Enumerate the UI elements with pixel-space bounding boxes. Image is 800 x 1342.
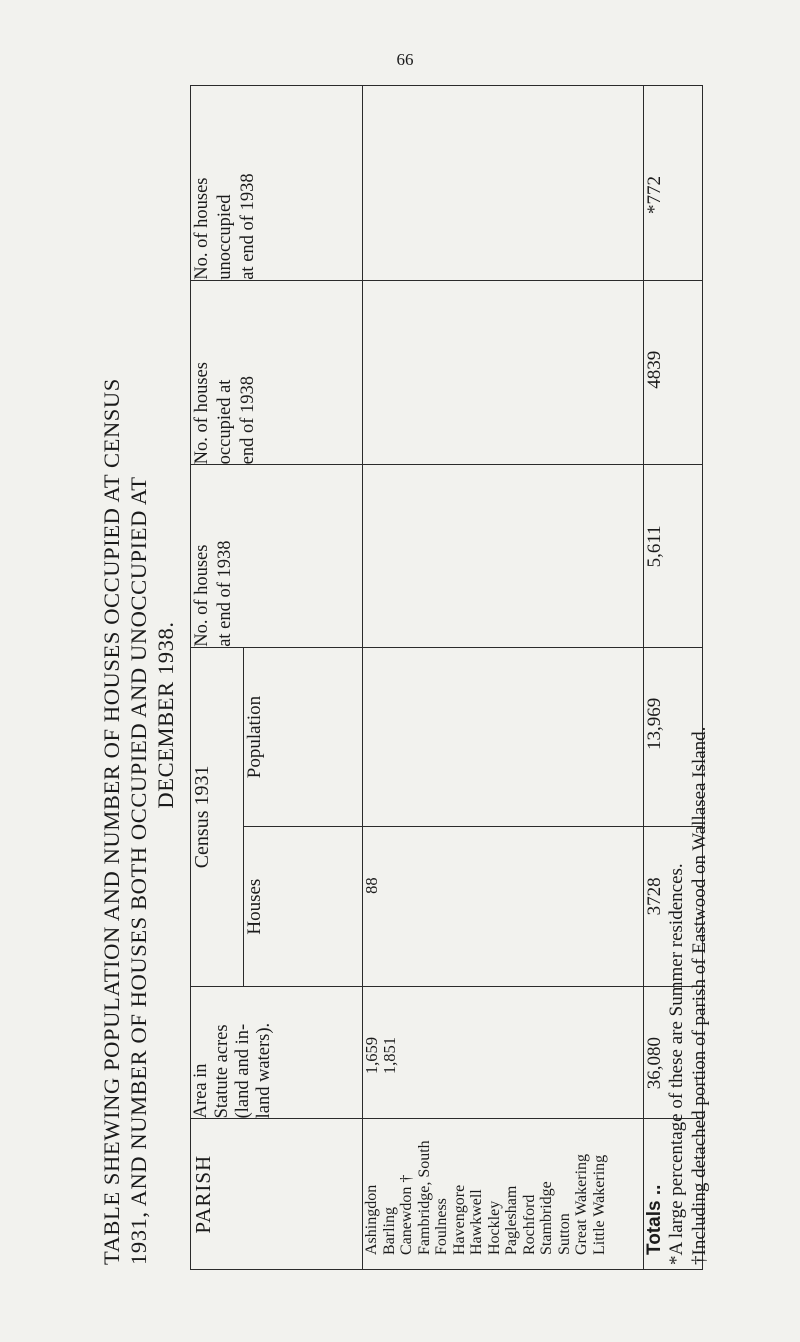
unoccupied-cell xyxy=(556,86,574,280)
occupied-cell xyxy=(486,281,504,465)
at-end-cell xyxy=(433,465,451,646)
population-cell xyxy=(451,648,469,827)
population-cell xyxy=(503,648,521,827)
area-cell xyxy=(556,987,574,1118)
totals-occupied: 4839 xyxy=(644,280,703,465)
header-area-line-4: land waters). xyxy=(254,1022,274,1119)
parish-cell: Barling xyxy=(380,1207,398,1255)
at-end-cell xyxy=(573,465,591,646)
header-occ-line-3: end of 1938 xyxy=(238,375,258,465)
at-end-cell xyxy=(486,465,504,646)
population-cell xyxy=(573,648,591,827)
parish-cell: Fambridge, South xyxy=(415,1140,433,1255)
header-at-line-2: at end of 1938 xyxy=(215,540,235,647)
population-cell xyxy=(521,648,539,827)
unoccupied-cell xyxy=(398,86,416,280)
occupied-cell xyxy=(398,281,416,465)
houses-cell xyxy=(573,827,591,986)
at-end-cell xyxy=(503,465,521,646)
rotated-table-page xyxy=(90,85,710,1295)
header-houses-at-end xyxy=(191,465,363,647)
area-cell xyxy=(451,987,469,1118)
header-occ-line-2: occupied at xyxy=(215,379,235,465)
occupied-cell xyxy=(363,281,381,465)
at-end-column xyxy=(363,465,644,647)
area-column xyxy=(363,986,644,1118)
parish-cell: Great Wakering xyxy=(573,1153,590,1255)
houses-cell xyxy=(451,827,469,986)
unoccupied-cell xyxy=(433,86,451,280)
population-cell xyxy=(398,648,416,827)
unoccupied-cell xyxy=(381,86,399,280)
at-end-cell xyxy=(416,465,434,646)
houses-cell xyxy=(398,827,416,986)
header-unocc-line-3: at end of 1938 xyxy=(238,173,258,280)
totals-unoccupied: *772 xyxy=(644,86,703,281)
parish-cell: Canewdon † xyxy=(398,1174,415,1255)
at-end-cell xyxy=(538,465,556,646)
unoccupied-cell xyxy=(486,86,504,280)
header-area-line-2: Statute acres xyxy=(212,1024,232,1119)
at-end-cell xyxy=(591,465,609,646)
area-cell xyxy=(468,987,486,1118)
houses-cell xyxy=(416,827,434,986)
unoccupied-column xyxy=(363,86,644,281)
parish-cell: Hockley xyxy=(485,1200,503,1255)
population-cell xyxy=(486,648,504,827)
parish-cell: Hawkwell xyxy=(468,1189,485,1255)
parish-cell: Rochford xyxy=(520,1194,538,1255)
at-end-cell xyxy=(468,465,486,646)
population-cell xyxy=(468,648,486,827)
occupied-column xyxy=(363,280,644,465)
header-unocc-line-2: unoccupied xyxy=(215,194,235,280)
occupied-cell xyxy=(556,281,574,465)
parish-cell: Sutton xyxy=(555,1213,573,1255)
body-row xyxy=(363,86,644,1270)
population-cell xyxy=(416,648,434,827)
population-column xyxy=(363,647,644,827)
totals-label: Totals .. xyxy=(644,1119,703,1270)
houses-cell xyxy=(486,827,504,986)
houses-cell xyxy=(521,827,539,986)
header-area-line-1: Area in xyxy=(191,1063,211,1119)
houses-cell: 88 xyxy=(362,877,381,894)
occupied-cell xyxy=(538,281,556,465)
occupied-cell xyxy=(468,281,486,465)
population-cell xyxy=(363,648,381,827)
table-title xyxy=(98,85,179,1265)
houses-cell xyxy=(556,827,574,986)
population-cell xyxy=(433,648,451,827)
area-cell xyxy=(433,987,451,1118)
header-population: Population xyxy=(244,647,363,827)
header-area-line-3: (land and in- xyxy=(233,1023,253,1119)
population-cell xyxy=(538,648,556,827)
unoccupied-cell xyxy=(451,86,469,280)
totals-population: 13,969 xyxy=(644,647,703,827)
unoccupied-cell xyxy=(416,86,434,280)
parish-cell: Ashingdon xyxy=(363,1184,380,1255)
unoccupied-cell xyxy=(538,86,556,280)
unoccupied-cell xyxy=(503,86,521,280)
area-cell xyxy=(503,987,521,1118)
occupied-cell xyxy=(521,281,539,465)
header-parish: PARISH xyxy=(191,1119,363,1270)
header-census-1931: Census 1931 xyxy=(191,647,244,986)
footnote-dagger: †Including detached portion of parish of Eastwood on Wallasea Island. xyxy=(689,726,710,1265)
occupied-cell xyxy=(591,281,609,465)
area-cell xyxy=(573,987,591,1118)
totals-houses: 3728 xyxy=(644,827,703,987)
header-area xyxy=(191,986,363,1118)
houses-cell xyxy=(591,827,609,986)
occupied-cell xyxy=(451,281,469,465)
houses-column xyxy=(363,827,644,987)
header-unocc-line-1: No. of houses xyxy=(192,177,212,280)
area-cell xyxy=(591,987,609,1118)
area-cell xyxy=(486,987,504,1118)
houses-cell xyxy=(381,827,399,986)
header-houses-occupied xyxy=(191,280,363,465)
title-line-3: DECEMBER 1938. xyxy=(153,621,178,809)
unoccupied-cell xyxy=(468,86,486,280)
footnotes xyxy=(665,115,711,1265)
occupied-cell xyxy=(503,281,521,465)
houses-cell xyxy=(503,827,521,986)
page-number: 66 xyxy=(396,50,414,69)
population-cell xyxy=(591,648,609,827)
houses-cell xyxy=(538,827,556,986)
unoccupied-cell xyxy=(573,86,591,280)
at-end-cell xyxy=(363,465,381,646)
houses-cell xyxy=(468,827,486,986)
title-line-1: TABLE SHEWING POPULATION AND NUMBER OF HOUSES OCCUPIED AT CENSUS xyxy=(99,378,124,1265)
at-end-cell xyxy=(556,465,574,646)
unoccupied-cell xyxy=(591,86,609,280)
occupied-cell xyxy=(433,281,451,465)
occupied-cell xyxy=(416,281,434,465)
parish-cell: Havengore xyxy=(450,1184,468,1255)
totals-area: 36,080 xyxy=(644,986,703,1118)
header-at-line-1: No. of houses xyxy=(192,544,212,647)
at-end-cell xyxy=(381,465,399,646)
parish-cell: Foulness xyxy=(433,1198,450,1255)
title-line-2: 1931, AND NUMBER OF HOUSES BOTH OCCUPIED AND UNOCCUPIED AT xyxy=(126,476,151,1265)
houses-cell xyxy=(433,827,451,986)
occupied-cell xyxy=(573,281,591,465)
area-cell: 1,659 xyxy=(362,1036,381,1075)
area-cell xyxy=(398,987,416,1118)
footnote-star: *A large percentage of these are Summer residences. xyxy=(666,863,687,1265)
unoccupied-cell xyxy=(363,86,381,280)
area-cell xyxy=(538,987,556,1118)
area-cell: 1,851 xyxy=(379,1036,399,1075)
population-cell xyxy=(381,648,399,827)
occupied-cell xyxy=(381,281,399,465)
area-cell xyxy=(416,987,434,1118)
parish-cell: Little Wakering xyxy=(590,1154,608,1255)
header-houses-unoccupied xyxy=(191,86,363,281)
at-end-cell xyxy=(451,465,469,646)
parish-cell: Paglesham xyxy=(503,1185,520,1255)
totals-at-end: 5,611 xyxy=(644,465,703,647)
parish-column xyxy=(363,1119,644,1270)
header-occ-line-1: No. of houses xyxy=(192,362,212,465)
header-houses: Houses xyxy=(244,827,363,987)
population-cell xyxy=(556,648,574,827)
parish-cell: Stambridge xyxy=(538,1181,555,1255)
census-table xyxy=(190,85,703,1270)
at-end-cell xyxy=(521,465,539,646)
at-end-cell xyxy=(398,465,416,646)
unoccupied-cell xyxy=(521,86,539,280)
area-cell xyxy=(521,987,539,1118)
